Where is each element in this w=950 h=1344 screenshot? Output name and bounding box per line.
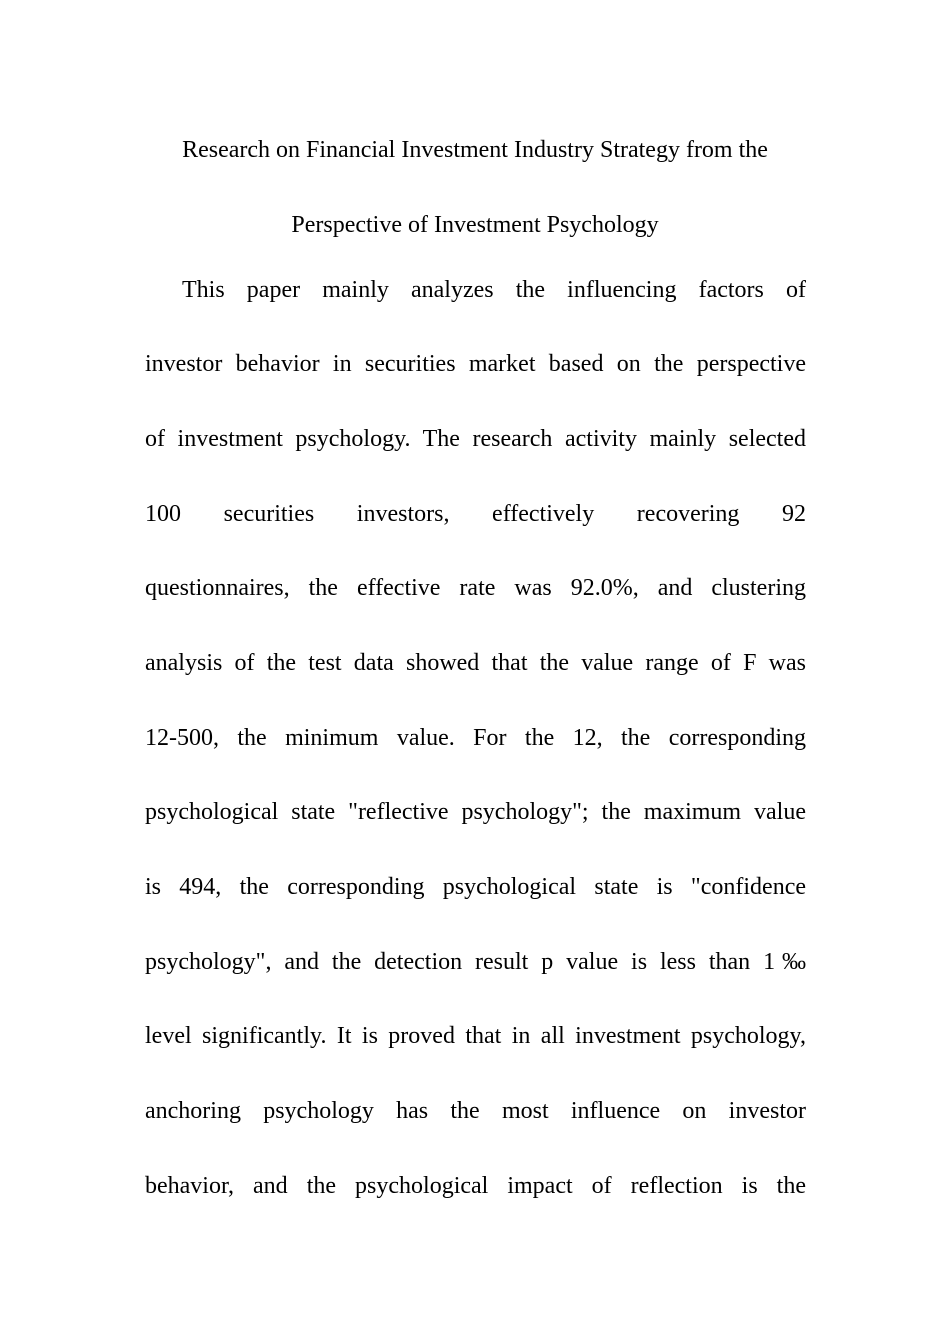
abstract-line-6: analysis of the test data showed that the value range of F was [145,650,806,676]
abstract-line-2: investor behavior in securities market based on the perspective [145,351,806,377]
abstract-line-10: psychology", and the detection result p value is less than 1‰ [145,949,806,975]
paper-title-line-1: Research on Financial Investment Industry Strategy from the [182,137,768,163]
abstract-line-7: 12-500, the minimum value. For the 12, the corresponding [145,725,806,751]
abstract-line-13: behavior, and the psychological impact of reflection is the [145,1173,806,1199]
abstract-line-4: 100 securities investors, effectively recovering 92 [145,501,806,527]
abstract-line-12: anchoring psychology has the most influence on investor [145,1098,806,1124]
abstract-line-11: level significantly. It is proved that in all investment psychology, [145,1023,806,1049]
abstract-line-1: This paper mainly analyzes the influencing factors of [182,277,806,303]
abstract-line-5: questionnaires, the effective rate was 92.0%, and clustering [145,575,806,601]
abstract-line-3: of investment psychology. The research activity mainly selected [145,426,806,452]
abstract-line-8: psychological state "reflective psychology"; the maximum value [145,799,806,825]
paper-title-line-2: Perspective of Investment Psychology [291,212,659,238]
abstract-line-9: is 494, the corresponding psychological state is "confidence [145,874,806,900]
